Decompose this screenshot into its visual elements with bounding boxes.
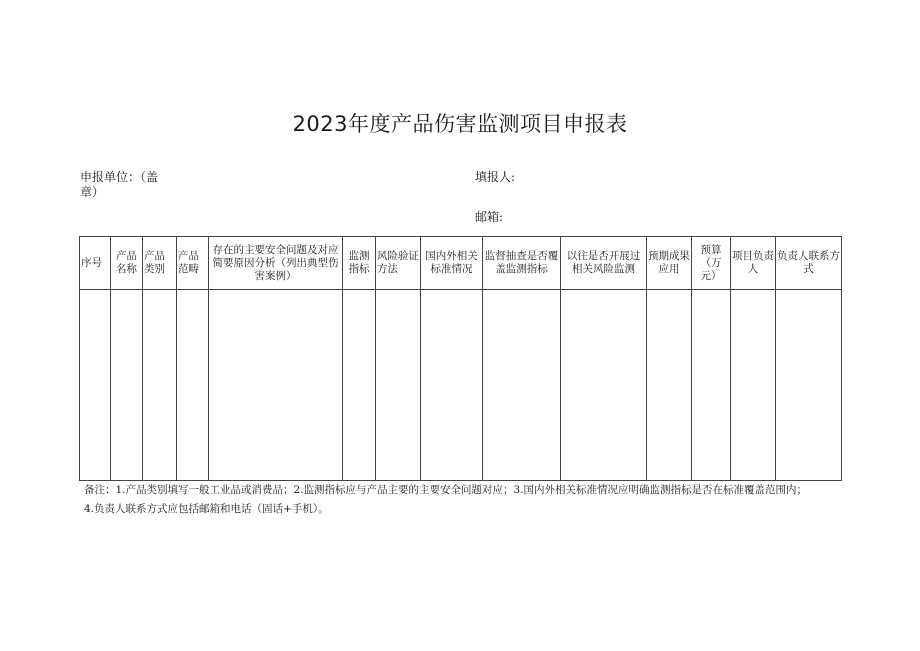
cell-serial[interactable]	[80, 290, 111, 481]
col-header-product-scope: 产品范畴	[177, 237, 209, 290]
col-header-product-category: 产品类别	[143, 237, 177, 290]
cell-monitoring-indicator[interactable]	[343, 290, 376, 481]
col-header-budget: 预算（万元）	[692, 237, 731, 290]
cell-safety-issues[interactable]	[209, 290, 343, 481]
cell-spot-check-coverage[interactable]	[483, 290, 561, 481]
col-header-previous-monitoring: 以往是否开展过相关风险监测	[561, 237, 647, 290]
cell-budget[interactable]	[692, 290, 731, 481]
cell-lead-contact[interactable]	[776, 290, 842, 481]
col-header-serial: 序号	[80, 237, 111, 290]
col-header-spot-check-coverage: 监督抽查是否覆盖监测指标	[483, 237, 561, 290]
email-label: 邮箱:	[475, 210, 504, 224]
cell-product-name[interactable]	[111, 290, 143, 481]
cell-product-scope[interactable]	[177, 290, 209, 481]
table-row	[80, 290, 842, 481]
footnote-line-2: 4.负责人联系方式应包括邮箱和电话（固话+手机）。	[84, 503, 329, 515]
applicant-unit-label: 申报单位：（盖	[80, 170, 159, 184]
col-header-standards: 国内外相关标准情况	[421, 237, 483, 290]
table-header-row	[80, 237, 842, 290]
col-header-monitoring-indicator: 监测指标	[343, 237, 376, 290]
page-title: 2023年度产品伤害监测项目申报表	[292, 112, 628, 136]
col-header-safety-issues: 存在的主要安全问题及对应简要原因分析（列出典型伤害案例）	[209, 237, 343, 290]
col-header-lead-contact: 负责人联系方式	[776, 237, 842, 290]
cell-previous-monitoring[interactable]	[561, 290, 647, 481]
col-header-product-name: 产品名称	[111, 237, 143, 290]
cell-expected-results[interactable]	[647, 290, 692, 481]
cell-standards[interactable]	[421, 290, 483, 481]
cell-verification-method[interactable]	[376, 290, 421, 481]
col-header-project-lead: 项目负责人	[731, 237, 776, 290]
applicant-unit-label-cont: 章）	[80, 185, 105, 199]
col-header-expected-results: 预期成果应用	[647, 237, 692, 290]
footnote-line-1: 备注：1.产品类别填写一般工业品或消费品；2.监测指标应与产品主要的主要安全问题对应；3.国内外相关标准情况应明确监测指标是否在标准覆盖范围内；	[84, 484, 808, 496]
application-table	[79, 236, 842, 481]
col-header-verification-method: 风险验证方法	[376, 237, 421, 290]
cell-product-category[interactable]	[143, 290, 177, 481]
cell-project-lead[interactable]	[731, 290, 776, 481]
filler-label: 填报人:	[475, 170, 516, 184]
